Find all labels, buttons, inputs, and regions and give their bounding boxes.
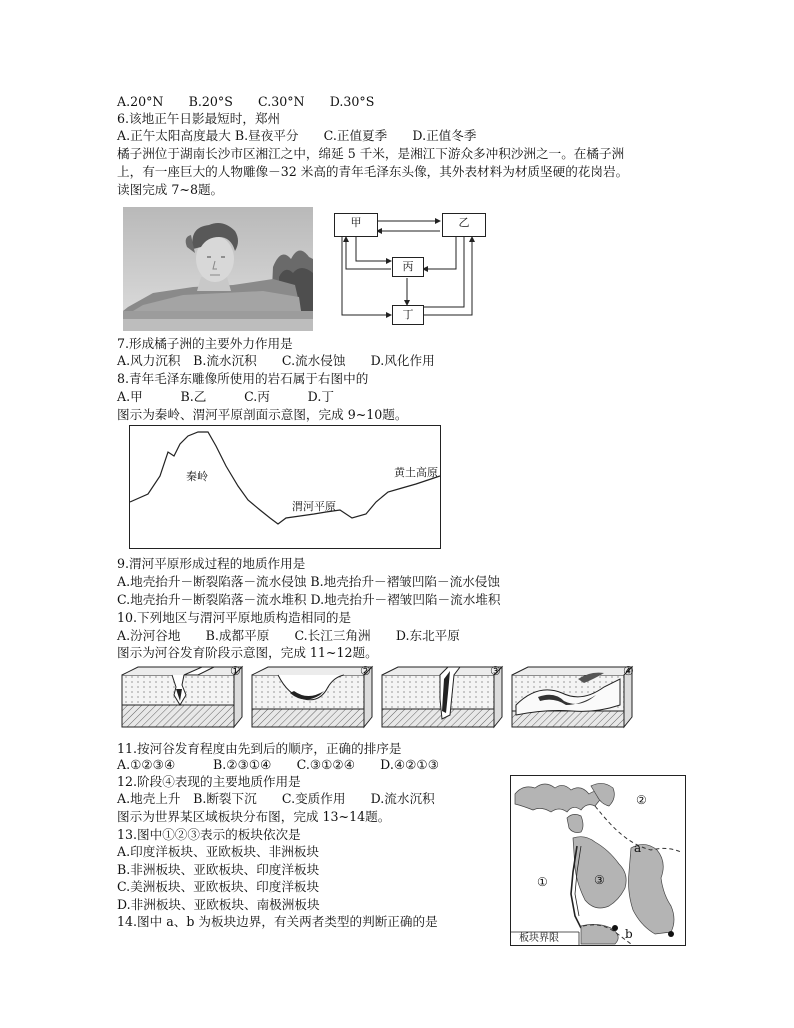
- plate-map: [510, 775, 686, 946]
- plate-boundary-label-b: b: [625, 927, 633, 941]
- q13-option-a: A.印度洋板块、亚欧板块、非洲板块: [117, 844, 320, 859]
- q12-options: A.地壳上升 B.断裂下沉 C.变质作用 D.流水沉积: [117, 791, 435, 806]
- q6-options: A.正午太阳高度最大 B.昼夜平分 C.正值夏季 D.正值冬季: [117, 128, 477, 143]
- rock-box-bing: 丙: [392, 257, 424, 277]
- label-qinling: 秦岭: [186, 470, 208, 483]
- qinling-weihe-profile: [129, 425, 441, 549]
- valley-stage-label-4: ④: [623, 664, 634, 678]
- intro-910: 图示为秦岭、渭河平原剖面示意图，完成 9~10题。: [117, 407, 408, 422]
- rock-box-jia: 甲: [334, 213, 378, 237]
- q7-options: A.风力沉积 B.流水沉积 C.流水侵蚀 D.风化作用: [117, 353, 435, 368]
- plate-label-2: ②: [636, 793, 647, 807]
- valley-stage-label-3: ③: [490, 664, 501, 678]
- q10-stem: 10.下列地区与渭河平原地质构造相同的是: [117, 610, 352, 625]
- rock-box-ding: 丁: [392, 305, 424, 325]
- q13-stem: 13.图中①②③表示的板块依次是: [117, 827, 301, 842]
- statue-photo: [123, 207, 313, 331]
- q11-options: A.①②③④ B.②③①④ C.③①②④ D.④②①③: [117, 757, 439, 772]
- q9-row2: C.地壳抬升－断裂陷落－流水堆积 D.地壳抬升－褶皱凹陷－流水堆积: [117, 592, 501, 607]
- valley-block-1: [122, 667, 242, 727]
- valley-stage-label-1: ①: [230, 664, 241, 678]
- q9-row1: A.地壳抬升－断裂陷落－流水侵蚀 B.地壳抬升－褶皱凹陷－流水侵蚀: [117, 574, 500, 589]
- q12-stem: 12.阶段④表现的主要地质作用是: [117, 774, 301, 789]
- q13-option-b: B.非洲板块、亚欧板块、印度洋板块: [117, 862, 320, 877]
- q11-stem: 11.按河谷发育程度由先到后的顺序，正确的排序是: [117, 741, 402, 756]
- valley-stage-label-2: ②: [360, 664, 371, 678]
- valley-block-3: [382, 667, 502, 727]
- intro-78-line2: 上，有一座巨大的人物雕像－32 米高的青年毛泽东头像，其外表材料为材质坚硬的花岗岩。: [117, 164, 629, 179]
- intro-78-line1: 橘子洲位于湖南长沙市区湘江之中，绵延 5 千米，是湘江下游众多冲积沙洲之一。在橘子洲: [117, 146, 625, 161]
- q13-option-c: C.美洲板块、亚欧板块、印度洋板块: [117, 879, 320, 894]
- label-weihe-plain: 渭河平原: [292, 500, 336, 513]
- label-loess-plateau: 黄土高原: [394, 466, 438, 479]
- plate-map-legend: 板块界限: [519, 933, 559, 944]
- valley-block-2: [252, 667, 372, 727]
- intro-1314: 图示为世界某区域板块分布图，完成 13~14题。: [117, 809, 391, 824]
- valley-stages-figure: [118, 665, 638, 737]
- plate-label-3: ③: [594, 873, 605, 887]
- q5-options: A.20°N B.20°S C.30°N D.30°S: [117, 94, 375, 109]
- q9-stem: 9.渭河平原形成过程的地质作用是: [117, 556, 306, 571]
- q7-stem: 7.形成橘子洲的主要外力作用是: [117, 336, 293, 351]
- intro-1112: 图示为河谷发育阶段示意图，完成 11~12题。: [117, 645, 378, 660]
- q8-options: A.甲 B.乙 C.丙 D.丁: [117, 389, 334, 404]
- q6-stem: 6.该地正午日影最短时，郑州: [117, 111, 281, 126]
- q8-stem: 8.青年毛泽东雕像所使用的岩石属于右图中的: [117, 371, 369, 386]
- plate-label-1: ①: [537, 875, 548, 889]
- q13-option-d: D.非洲板块、亚欧板块、南极洲板块: [117, 897, 320, 912]
- rock-box-yi: 乙: [442, 213, 486, 237]
- valley-block-4: [512, 667, 632, 727]
- q10-options: A.汾河谷地 B.成都平原 C.长江三角洲 D.东北平原: [117, 628, 460, 643]
- plate-boundary-label-a: a: [634, 841, 642, 855]
- intro-78-line3: 读图完成 7~8题。: [117, 182, 224, 197]
- q14-stem: 14.图中 a、b 为板块边界，有关两者类型的判断正确的是: [117, 914, 438, 929]
- rock-cycle-diagram: [334, 213, 486, 325]
